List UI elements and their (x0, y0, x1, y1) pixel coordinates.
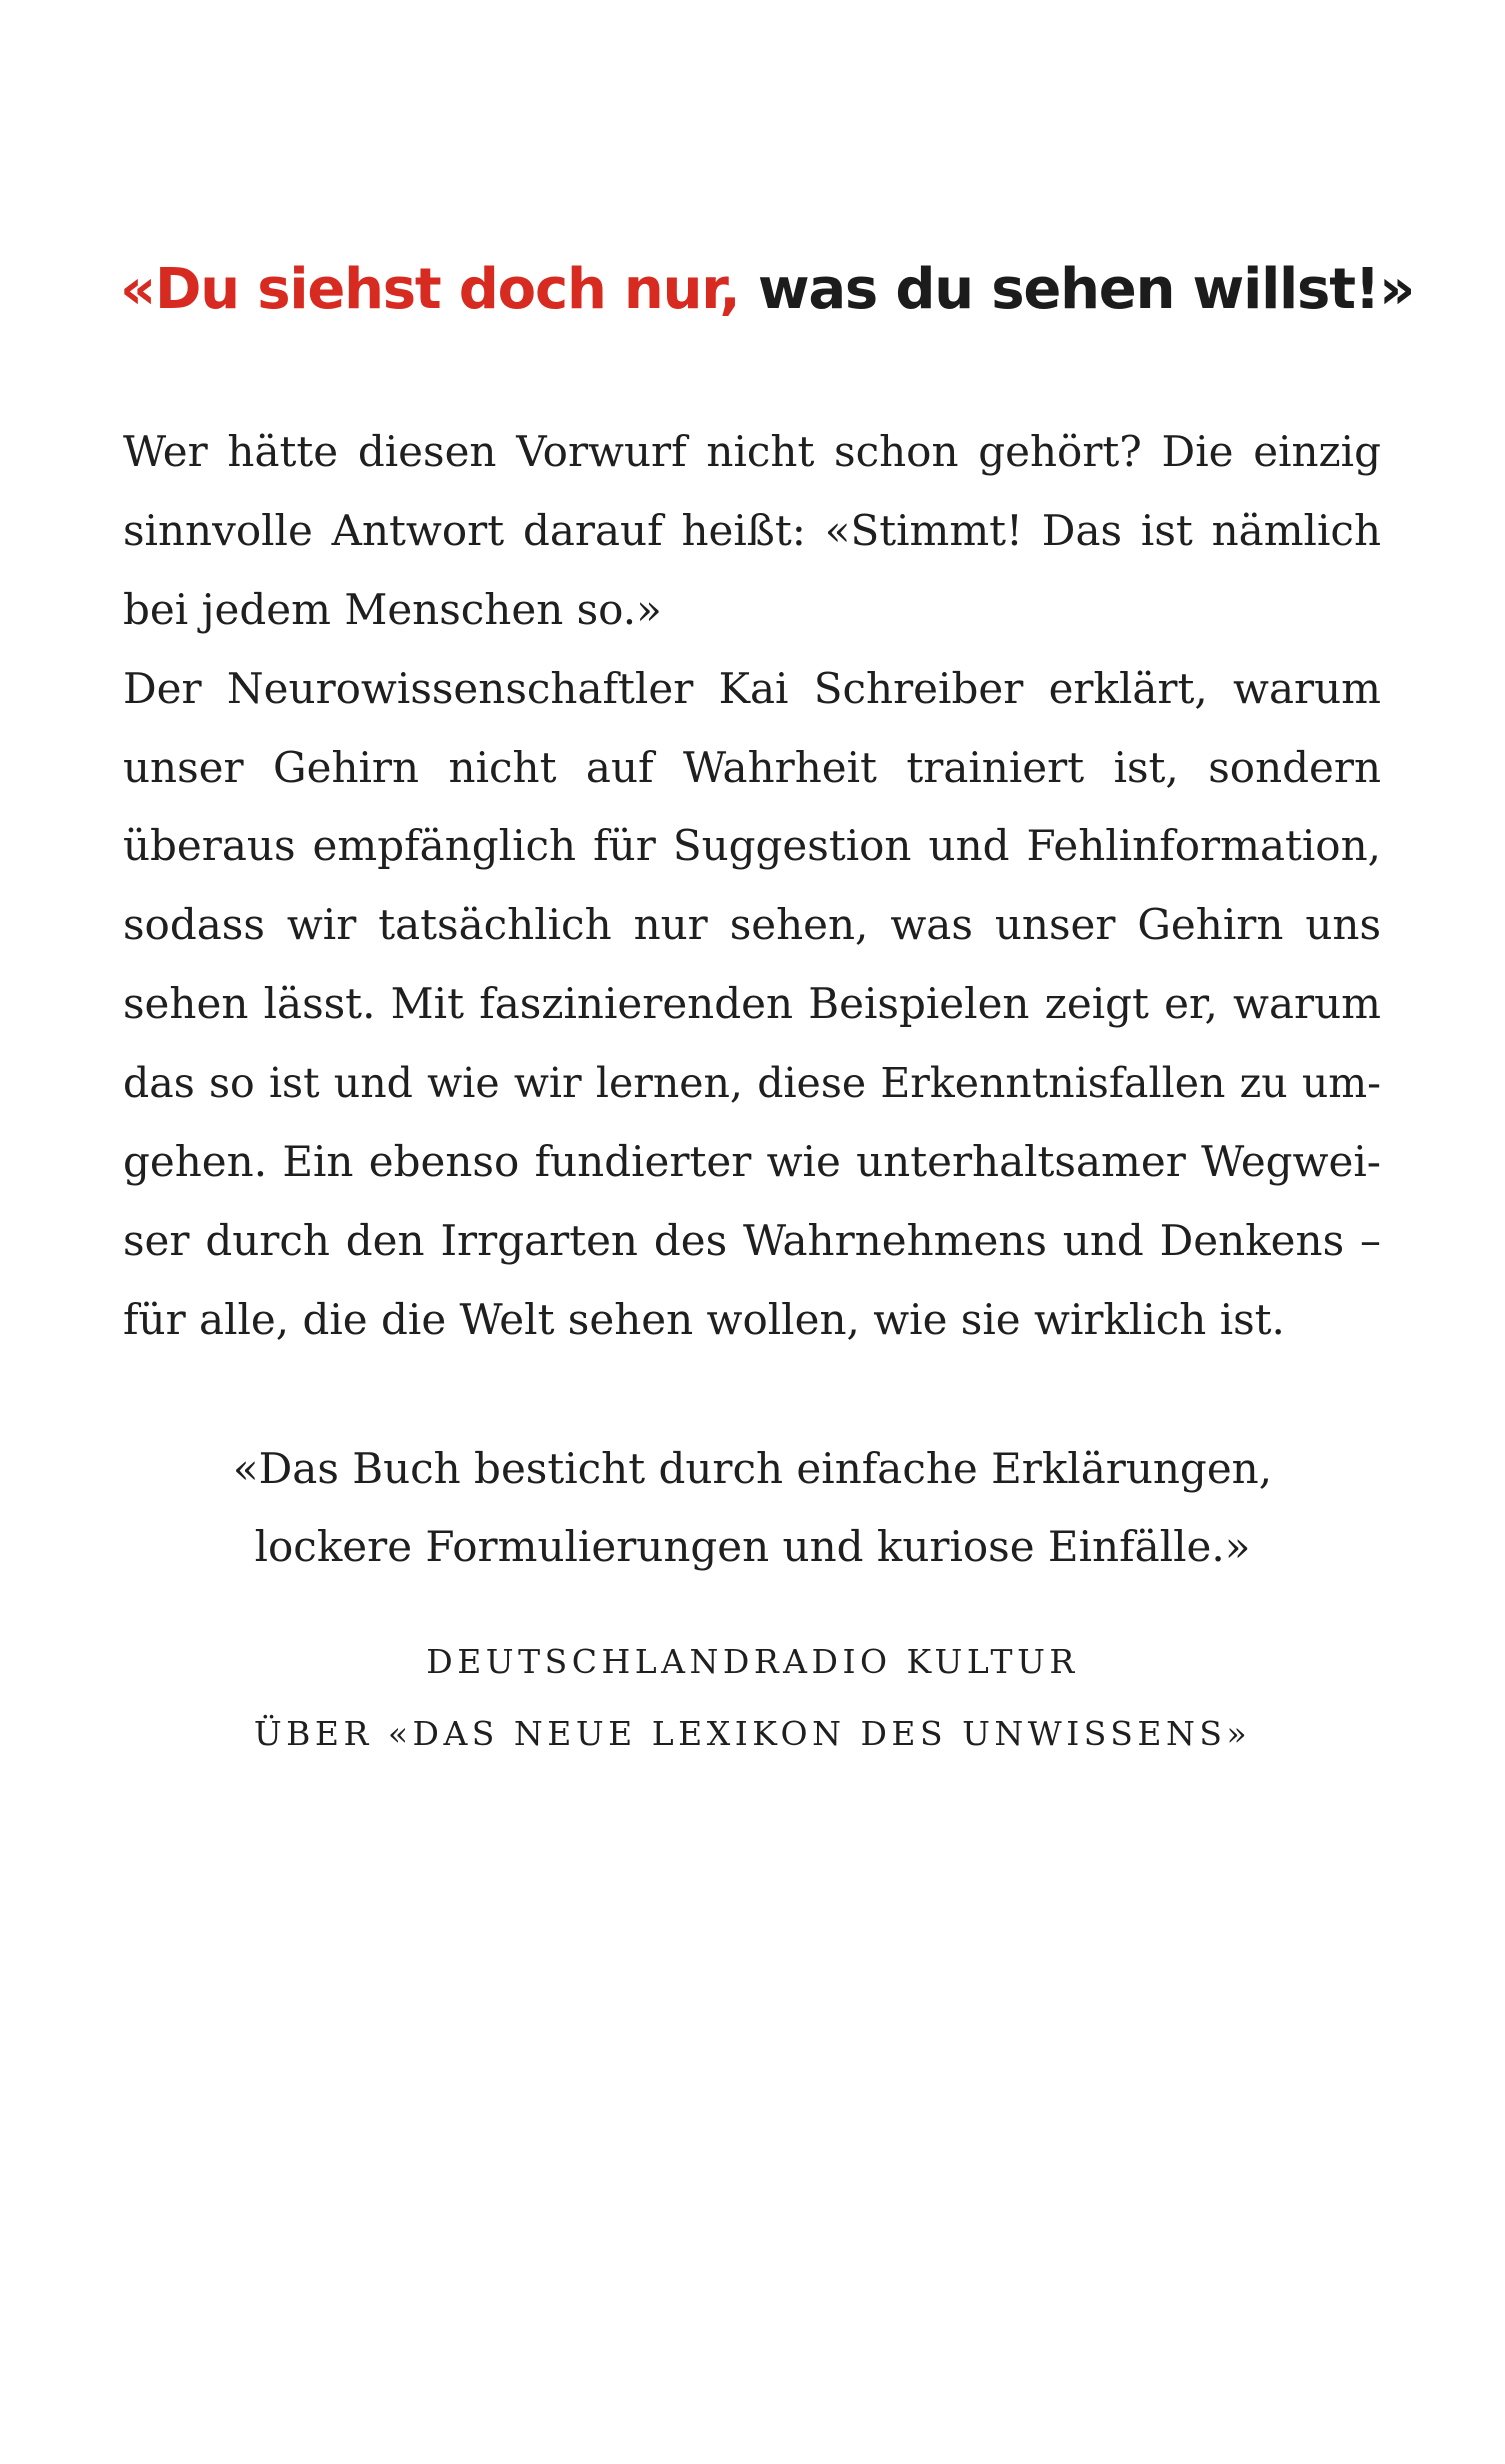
blurb-line: unser Gehirn nicht auf Wahrheit trainiert ist, sondern (123, 742, 1381, 792)
quote-line: «Das Buch besticht durch einfache Erklärungen, (232, 1444, 1273, 1493)
blurb-line: gehen. Ein ebenso fundierter wie unterhaltsamer Wegwei- (123, 1137, 1381, 1187)
headline-rest: was du sehen willst!» (757, 257, 1415, 322)
headline (120, 250, 1420, 330)
blurb-line: Wer hätte diesen Vorwurf nicht schon gehört? Die einzig (123, 427, 1381, 476)
blurb-line: sodass wir tatsächlich nur sehen, was unser Gehirn uns (123, 900, 1381, 950)
blurb-line: ser durch den Irrgarten des Wahrnehmens und Denkens – (123, 1215, 1381, 1265)
review-quote (120, 1430, 1385, 1586)
attribution-book: ÜBER «DAS NEUE LEXIKON DES UNWISSENS» (253, 1714, 1252, 1753)
blurb-line: bei jedem Menschen so.» (123, 584, 662, 634)
blurb-line: überaus empfänglich für Suggestion und Fehlinformation, (123, 821, 1381, 871)
headline-highlight: «Du siehst doch nur, (120, 257, 740, 322)
attribution-source: DEUTSCHLANDRADIO KULTUR (426, 1642, 1079, 1681)
blurb-line: sehen lässt. Mit faszinierenden Beispielen zeigt er, warum (123, 979, 1381, 1029)
quote-line: lockere Formulierungen und kuriose Einfälle.» (254, 1522, 1251, 1571)
blurb-line: Der Neurowissenschaftler Kai Schreiber erklärt, warum (123, 663, 1381, 713)
blurb-line: sinnvolle Antwort darauf heißt: «Stimmt! Das ist nämlich (123, 505, 1381, 555)
quote-attribution (120, 1626, 1385, 1770)
blurb-text (123, 413, 1381, 1360)
blurb-line: das so ist und wie wir lernen, diese Erkenntnisfallen zu um- (123, 1059, 1381, 1108)
blurb-line: für alle, die die Welt sehen wollen, wie sie wirklich ist. (123, 1294, 1285, 1344)
